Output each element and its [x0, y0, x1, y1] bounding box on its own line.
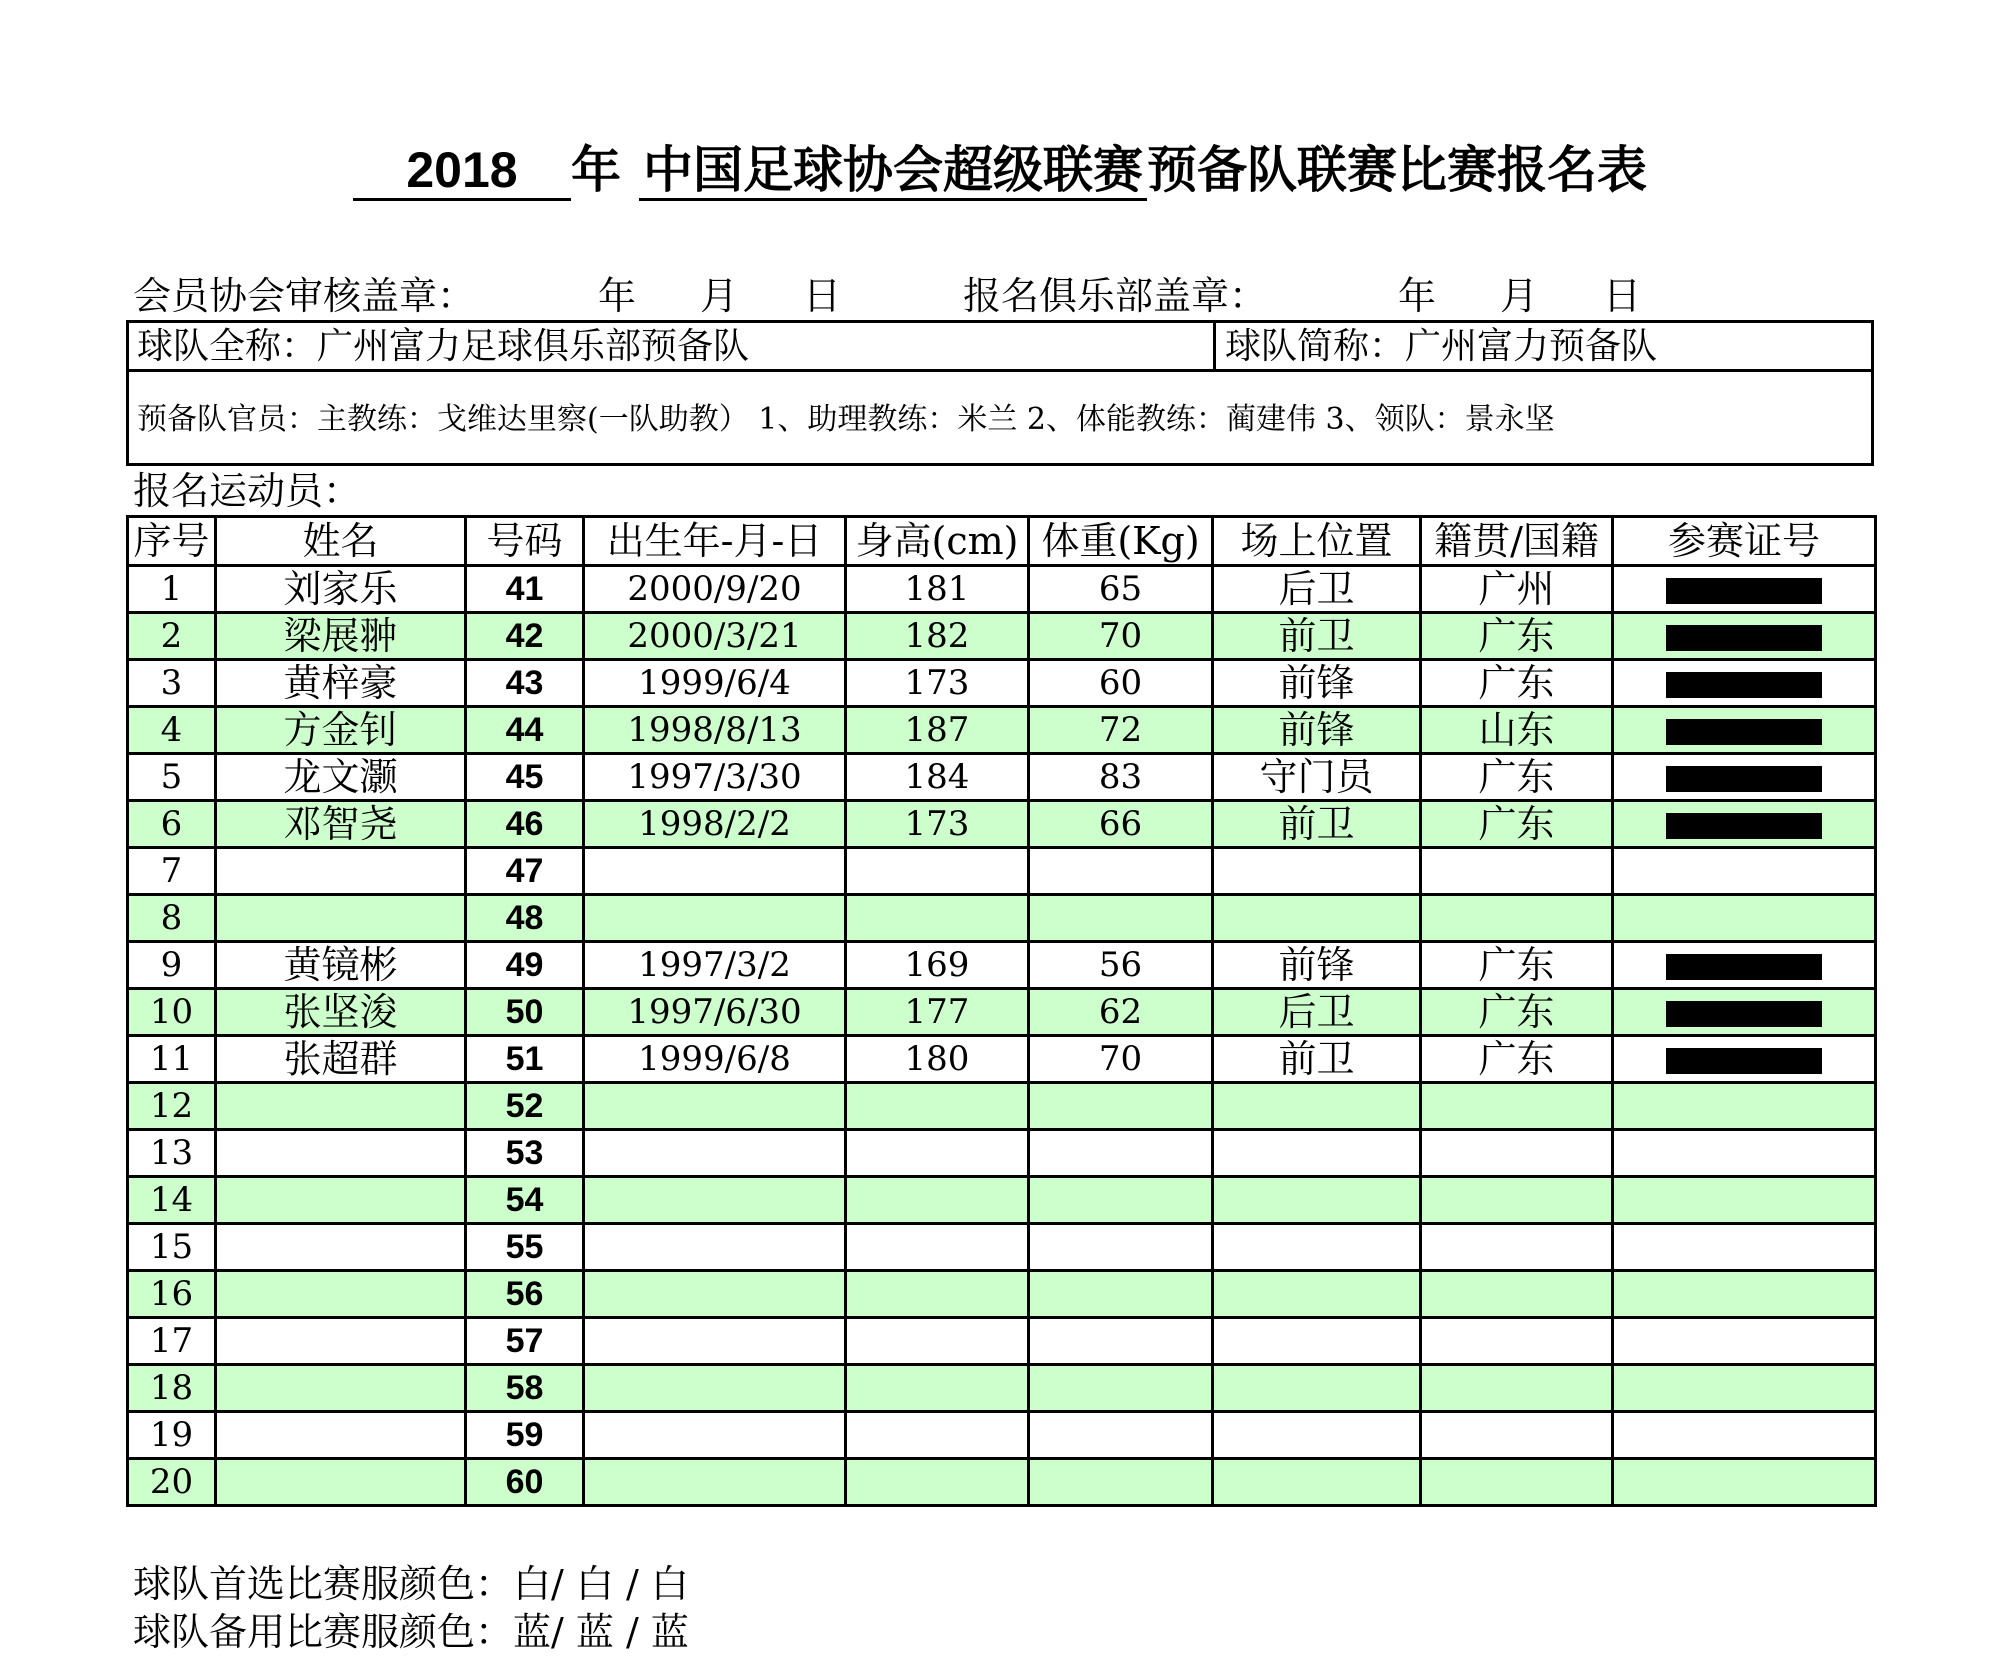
- redaction-bar: [1666, 813, 1822, 839]
- dob-cell: 1998/8/13: [584, 707, 846, 754]
- seq-cell: 20: [128, 1459, 216, 1506]
- position-cell: 前卫: [1213, 1036, 1421, 1083]
- col-registration-no: 参赛证号: [1613, 517, 1876, 566]
- dob-cell: 1999/6/8: [584, 1036, 846, 1083]
- weight-cell: 62: [1029, 989, 1213, 1036]
- athletes-label: 报名运动员：: [133, 469, 362, 513]
- table-row: [128, 1083, 1876, 1130]
- name-cell: [216, 1412, 466, 1459]
- origin-cell: [1421, 1365, 1613, 1412]
- weight-cell: [1029, 1318, 1213, 1365]
- weight-cell: [1029, 1177, 1213, 1224]
- position-cell: [1213, 895, 1421, 942]
- position-cell: 守门员: [1213, 754, 1421, 801]
- height-cell: [846, 848, 1029, 895]
- col-number: 号码: [466, 517, 584, 566]
- club-stamp-month: 月: [1500, 274, 1539, 318]
- registration-no-cell: [1613, 1130, 1876, 1177]
- weight-cell: [1029, 1083, 1213, 1130]
- name-cell: [216, 1224, 466, 1271]
- table-row: [128, 801, 1876, 848]
- registration-no-cell: [1613, 613, 1876, 660]
- club-stamp-day: 日: [1603, 274, 1642, 318]
- title-year: 2018: [353, 142, 571, 201]
- dob-cell: 1997/3/30: [584, 754, 846, 801]
- number-cell: 51: [466, 1036, 584, 1083]
- origin-cell: 广东: [1421, 754, 1613, 801]
- table-row: [128, 942, 1876, 989]
- col-dob: 出生年-月-日: [584, 517, 846, 566]
- height-cell: [846, 1224, 1029, 1271]
- table-row: [128, 1365, 1876, 1412]
- origin-cell: 广东: [1421, 801, 1613, 848]
- number-cell: 55: [466, 1224, 584, 1271]
- weight-cell: [1029, 1271, 1213, 1318]
- number-cell: 46: [466, 801, 584, 848]
- weight-cell: 66: [1029, 801, 1213, 848]
- redaction-bar: [1666, 954, 1822, 980]
- height-cell: [846, 1271, 1029, 1318]
- registration-no-cell: [1613, 1318, 1876, 1365]
- name-cell: 黄镜彬: [216, 942, 466, 989]
- origin-cell: 广东: [1421, 942, 1613, 989]
- seq-cell: 5: [128, 754, 216, 801]
- dob-cell: 2000/3/21: [584, 613, 846, 660]
- team-short-name: 球队简称：广州富力预备队: [1225, 326, 1658, 367]
- redaction-bar: [1666, 766, 1822, 792]
- seq-cell: 7: [128, 848, 216, 895]
- name-cell: 黄梓豪: [216, 660, 466, 707]
- seq-cell: 19: [128, 1412, 216, 1459]
- team-name-divider: [1213, 323, 1216, 369]
- registration-no-cell: [1613, 1365, 1876, 1412]
- name-cell: [216, 1365, 466, 1412]
- club-stamp-label: 报名俱乐部盖章：: [963, 274, 1268, 318]
- number-cell: 60: [466, 1459, 584, 1506]
- dob-cell: 1997/3/2: [584, 942, 846, 989]
- weight-cell: [1029, 1459, 1213, 1506]
- seq-cell: 16: [128, 1271, 216, 1318]
- origin-cell: [1421, 1271, 1613, 1318]
- table-row: [128, 754, 1876, 801]
- origin-cell: 山东: [1421, 707, 1613, 754]
- position-cell: 后卫: [1213, 989, 1421, 1036]
- primary-kit-colors: 球队首选比赛服颜色：白/ 白 / 白: [133, 1562, 689, 1606]
- redaction-bar: [1666, 672, 1822, 698]
- registration-no-cell: [1613, 754, 1876, 801]
- dob-cell: [584, 1365, 846, 1412]
- name-cell: 张超群: [216, 1036, 466, 1083]
- dob-cell: 2000/9/20: [584, 566, 846, 613]
- origin-cell: 广东: [1421, 660, 1613, 707]
- dob-cell: [584, 1318, 846, 1365]
- table-row: [128, 1177, 1876, 1224]
- dob-cell: [584, 1459, 846, 1506]
- table-row: [128, 1130, 1876, 1177]
- weight-cell: 70: [1029, 1036, 1213, 1083]
- height-cell: [846, 895, 1029, 942]
- height-cell: 169: [846, 942, 1029, 989]
- position-cell: [1213, 1271, 1421, 1318]
- number-cell: 42: [466, 613, 584, 660]
- origin-cell: [1421, 1130, 1613, 1177]
- redaction-bar: [1666, 625, 1822, 651]
- weight-cell: [1029, 1412, 1213, 1459]
- position-cell: [1213, 1224, 1421, 1271]
- table-row: [128, 848, 1876, 895]
- roster-header-row: [128, 517, 1876, 566]
- weight-cell: [1029, 1224, 1213, 1271]
- col-height: 身高(cm): [846, 517, 1029, 566]
- dob-cell: [584, 1130, 846, 1177]
- weight-cell: [1029, 1130, 1213, 1177]
- height-cell: [846, 1365, 1029, 1412]
- number-cell: 56: [466, 1271, 584, 1318]
- name-cell: 张坚浚: [216, 989, 466, 1036]
- origin-cell: [1421, 1083, 1613, 1130]
- redaction-bar: [1666, 1001, 1822, 1027]
- table-row: [128, 1036, 1876, 1083]
- weight-cell: 72: [1029, 707, 1213, 754]
- number-cell: 49: [466, 942, 584, 989]
- name-cell: [216, 848, 466, 895]
- origin-cell: 广东: [1421, 989, 1613, 1036]
- title-form-name: 预备队联赛比赛报名表: [1147, 142, 1647, 198]
- number-cell: 47: [466, 848, 584, 895]
- table-row: [128, 1412, 1876, 1459]
- title-year-suffix: 年: [571, 142, 621, 198]
- origin-cell: 广州: [1421, 566, 1613, 613]
- seq-cell: 2: [128, 613, 216, 660]
- seq-cell: 17: [128, 1318, 216, 1365]
- position-cell: 前卫: [1213, 613, 1421, 660]
- height-cell: 184: [846, 754, 1029, 801]
- position-cell: [1213, 1412, 1421, 1459]
- association-stamp-day: 日: [803, 274, 842, 318]
- alternate-kit-colors: 球队备用比赛服颜色：蓝/ 蓝 / 蓝: [133, 1610, 689, 1654]
- table-row: [128, 1224, 1876, 1271]
- height-cell: 180: [846, 1036, 1029, 1083]
- number-cell: 59: [466, 1412, 584, 1459]
- registration-no-cell: [1613, 1083, 1876, 1130]
- col-position: 场上位置: [1213, 517, 1421, 566]
- dob-cell: [584, 895, 846, 942]
- origin-cell: [1421, 1224, 1613, 1271]
- dob-cell: 1997/6/30: [584, 989, 846, 1036]
- redaction-bar: [1666, 1048, 1822, 1074]
- seq-cell: 11: [128, 1036, 216, 1083]
- number-cell: 41: [466, 566, 584, 613]
- origin-cell: [1421, 1412, 1613, 1459]
- table-row: [128, 895, 1876, 942]
- number-cell: 57: [466, 1318, 584, 1365]
- number-cell: 48: [466, 895, 584, 942]
- registration-no-cell: [1613, 660, 1876, 707]
- dob-cell: [584, 1224, 846, 1271]
- number-cell: 50: [466, 989, 584, 1036]
- position-cell: 前锋: [1213, 707, 1421, 754]
- height-cell: 182: [846, 613, 1029, 660]
- number-cell: 45: [466, 754, 584, 801]
- height-cell: [846, 1177, 1029, 1224]
- seq-cell: 12: [128, 1083, 216, 1130]
- table-row: [128, 1271, 1876, 1318]
- table-row: [128, 660, 1876, 707]
- name-cell: 刘家乐: [216, 566, 466, 613]
- weight-cell: [1029, 895, 1213, 942]
- table-row: [128, 1459, 1876, 1506]
- seq-cell: 6: [128, 801, 216, 848]
- position-cell: [1213, 1083, 1421, 1130]
- table-row: [128, 566, 1876, 613]
- name-cell: [216, 1130, 466, 1177]
- origin-cell: [1421, 895, 1613, 942]
- registration-no-cell: [1613, 1412, 1876, 1459]
- name-cell: 梁展翀: [216, 613, 466, 660]
- name-cell: 龙文灏: [216, 754, 466, 801]
- number-cell: 58: [466, 1365, 584, 1412]
- seq-cell: 1: [128, 566, 216, 613]
- association-stamp-month: 月: [700, 274, 739, 318]
- registration-no-cell: [1613, 942, 1876, 989]
- position-cell: [1213, 848, 1421, 895]
- roster-table: [126, 515, 1877, 1507]
- position-cell: [1213, 1177, 1421, 1224]
- height-cell: 173: [846, 801, 1029, 848]
- registration-no-cell: [1613, 989, 1876, 1036]
- club-stamp-year: 年: [1398, 274, 1437, 318]
- height-cell: 173: [846, 660, 1029, 707]
- position-cell: 前卫: [1213, 801, 1421, 848]
- height-cell: [846, 1130, 1029, 1177]
- height-cell: 181: [846, 566, 1029, 613]
- position-cell: 前锋: [1213, 942, 1421, 989]
- number-cell: 44: [466, 707, 584, 754]
- name-cell: [216, 1271, 466, 1318]
- col-origin: 籍贯/国籍: [1421, 517, 1613, 566]
- weight-cell: 65: [1029, 566, 1213, 613]
- team-officials-box: [126, 369, 1874, 466]
- seq-cell: 9: [128, 942, 216, 989]
- seq-cell: 18: [128, 1365, 216, 1412]
- seq-cell: 4: [128, 707, 216, 754]
- origin-cell: 广东: [1421, 613, 1613, 660]
- table-row: [128, 707, 1876, 754]
- name-cell: [216, 1318, 466, 1365]
- height-cell: 177: [846, 989, 1029, 1036]
- origin-cell: [1421, 848, 1613, 895]
- height-cell: [846, 1459, 1029, 1506]
- registration-no-cell: [1613, 1459, 1876, 1506]
- title-league: 中国足球协会超级联赛: [639, 142, 1147, 201]
- redaction-bar: [1666, 578, 1822, 604]
- height-cell: [846, 1083, 1029, 1130]
- dob-cell: [584, 1083, 846, 1130]
- registration-no-cell: [1613, 1271, 1876, 1318]
- team-full-name: 球队全称：广州富力足球俱乐部预备队: [137, 326, 750, 367]
- seq-cell: 8: [128, 895, 216, 942]
- registration-no-cell: [1613, 895, 1876, 942]
- registration-no-cell: [1613, 1177, 1876, 1224]
- height-cell: [846, 1318, 1029, 1365]
- redaction-bar: [1666, 719, 1822, 745]
- name-cell: 邓智尧: [216, 801, 466, 848]
- name-cell: 方金钊: [216, 707, 466, 754]
- position-cell: [1213, 1318, 1421, 1365]
- name-cell: [216, 1083, 466, 1130]
- registration-no-cell: [1613, 1224, 1876, 1271]
- weight-cell: 83: [1029, 754, 1213, 801]
- number-cell: 54: [466, 1177, 584, 1224]
- dob-cell: [584, 1271, 846, 1318]
- form-title: [0, 140, 2000, 201]
- registration-no-cell: [1613, 707, 1876, 754]
- col-seq: 序号: [128, 517, 216, 566]
- team-name-box: [126, 320, 1874, 372]
- position-cell: [1213, 1365, 1421, 1412]
- origin-cell: [1421, 1459, 1613, 1506]
- seq-cell: 10: [128, 989, 216, 1036]
- team-officials: 预备队官员：主教练：戈维达里察(一队助教） 1、助理教练：米兰 2、体能教练：蔺建伟 3、领队：景永坚: [137, 402, 1555, 437]
- dob-cell: 1998/2/2: [584, 801, 846, 848]
- weight-cell: [1029, 848, 1213, 895]
- number-cell: 43: [466, 660, 584, 707]
- registration-no-cell: [1613, 848, 1876, 895]
- height-cell: 187: [846, 707, 1029, 754]
- registration-no-cell: [1613, 566, 1876, 613]
- table-row: [128, 613, 1876, 660]
- number-cell: 52: [466, 1083, 584, 1130]
- registration-no-cell: [1613, 1036, 1876, 1083]
- association-stamp-year: 年: [598, 274, 637, 318]
- dob-cell: [584, 1412, 846, 1459]
- position-cell: 前锋: [1213, 660, 1421, 707]
- number-cell: 53: [466, 1130, 584, 1177]
- name-cell: [216, 1177, 466, 1224]
- name-cell: [216, 1459, 466, 1506]
- seq-cell: 3: [128, 660, 216, 707]
- seq-cell: 13: [128, 1130, 216, 1177]
- origin-cell: [1421, 1177, 1613, 1224]
- table-row: [128, 1318, 1876, 1365]
- position-cell: [1213, 1130, 1421, 1177]
- origin-cell: [1421, 1318, 1613, 1365]
- association-stamp-label: 会员协会审核盖章：: [133, 274, 476, 318]
- col-name: 姓名: [216, 517, 466, 566]
- position-cell: 后卫: [1213, 566, 1421, 613]
- registration-no-cell: [1613, 801, 1876, 848]
- weight-cell: 70: [1029, 613, 1213, 660]
- origin-cell: 广东: [1421, 1036, 1613, 1083]
- dob-cell: [584, 848, 846, 895]
- seq-cell: 14: [128, 1177, 216, 1224]
- weight-cell: [1029, 1365, 1213, 1412]
- height-cell: [846, 1412, 1029, 1459]
- weight-cell: 60: [1029, 660, 1213, 707]
- dob-cell: [584, 1177, 846, 1224]
- name-cell: [216, 895, 466, 942]
- weight-cell: 56: [1029, 942, 1213, 989]
- table-row: [128, 989, 1876, 1036]
- dob-cell: 1999/6/4: [584, 660, 846, 707]
- seq-cell: 15: [128, 1224, 216, 1271]
- position-cell: [1213, 1459, 1421, 1506]
- col-weight: 体重(Kg): [1029, 517, 1213, 566]
